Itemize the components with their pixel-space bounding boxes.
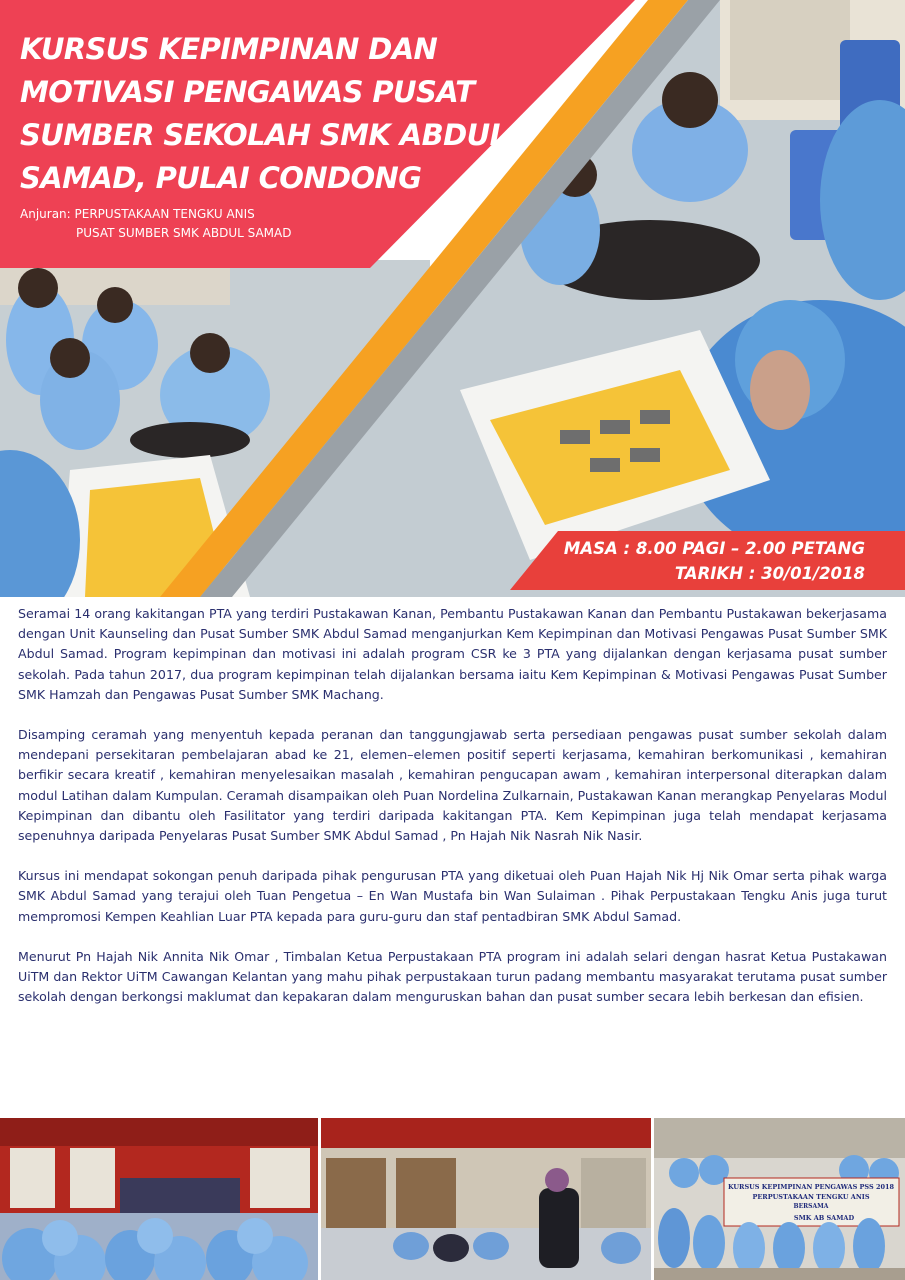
schedule-text [564,536,865,586]
schedule-date: TARIKH : 30/01/2018 [674,564,865,583]
banner-text-2: PERPUSTAKAAN TENGKU ANIS [752,1193,870,1201]
article-paragraph: Disamping ceramah yang menyentuh kepada peranan dan tanggungjawab serta persediaan pengawas pusat sumber sekolah dalam mendepani persekitaran pembelajaran abad ke 21, elemen–elemen positif seperti kerjasama, kemahiran berkomunikasi , kemahiran berfikir secara kreatif , kemahiran menyelesaikan masalah , kemahiran pengucapan awam , kemahiran interpersonal diterapkan dalam modul Latihan dalam Kumpulan. Ceramah disampaikan oleh Puan Nordelina Zulkarnain, Pustakawan Kanan merangkap Penyelaras Modul Kepimpinan dan dibantu oleh Fasilitator yang terdiri daripada kakitangan PTA. Kem Kepimpinan juga telah mendapat kerjasama sepenuhnya daripada Penyelaras Pusat Sumber SMK Abdul Samad , Pn Hajah Nik Nasrah Nik Nasir. [18,727,887,844]
banner-text-1: KURSUS KEPIMPINAN PENGAWAS PSS 2018 [727,1183,895,1191]
organizer-line-2: PUSAT SUMBER SMK ABDUL SAMAD [76,226,292,240]
hero-section [0,0,905,597]
article-paragraph: Kursus ini mendapat sokongan penuh daripada pihak pengurusan PTA yang diketuai oleh Puan Hajah Nik Hj Nik Omar serta pihak warga SMK Abdul Samad yang terajui oleh Tuan Pengetua – En Wan Mustafa bin Wan Sulaiman . Pihak Perpustakaan Tengku Anis juga turut mempromosi Kempen Keahlian Luar PTA kepada para guru-guru dan staf pentadbiran SMK Abdul Samad. [18,868,887,924]
photo-library-session [321,1118,651,1280]
schedule-time: MASA : 8.00 PAGI – 2.00 PETANG [563,539,865,558]
article-paragraph: Seramai 14 orang kakitangan PTA yang terdiri Pustakawan Kanan, Pembantu Pustakawan Kanan dan Pembantu Pustakawan bekerjasama dengan Unit Kaunseling dan Pusat Sumber SMK Abdul Samad menganjurkan Kem Kepimpinan dan Motivasi Pengawas Pusat Sumber SMK Abdul Samad. Program kepimpinan dan motivasi ini adalah program CSR ke 3 PTA yang dijalankan dengan kerjasama pusat sumber sekolah. Pada tahun 2017, dua program kepimpinan telah dijalankan bersama iaitu Kem Kepimpinan & Motivasi Pengawas Pusat Sumber SMK Hamzah dan Pengawas Pusat Sumber SMK Machang. [18,606,887,702]
organizer-info [20,205,291,243]
article-body [18,604,887,1027]
banner-text-3: BERSAMA [793,1203,829,1210]
photo-strip [0,1118,905,1280]
page-title: KURSUS KEPIMPINAN DAN MOTIVASI PENGAWAS PUSAT SUMBER SEKOLAH SMK ABDUL SAMAD, PULAI CONDONG [20,32,508,195]
article-paragraph: Menurut Pn Hajah Nik Annita Nik Omar , Timbalan Ketua Perpustakaan PTA program ini adalah selari dengan hasrat Ketua Pustakawan UiTM dan Rektor UiTM Cawangan Kelantan yang mahu pihak perpustakaan turun padang membantu masyarakat terutama pusat sumber sekolah dengan berkongsi maklumat dan kepakaran dalam menguruskan bahan dan pusat sumber secara lebih berkesan dan efisien. [18,948,887,1005]
photo-students-hall [0,1118,318,1280]
organizer-line-1: Anjuran: PERPUSTAKAAN TENGKU ANIS [20,207,255,221]
photo-group-banner [654,1118,905,1280]
banner-text-4: SMK AB SAMAD [793,1214,855,1222]
